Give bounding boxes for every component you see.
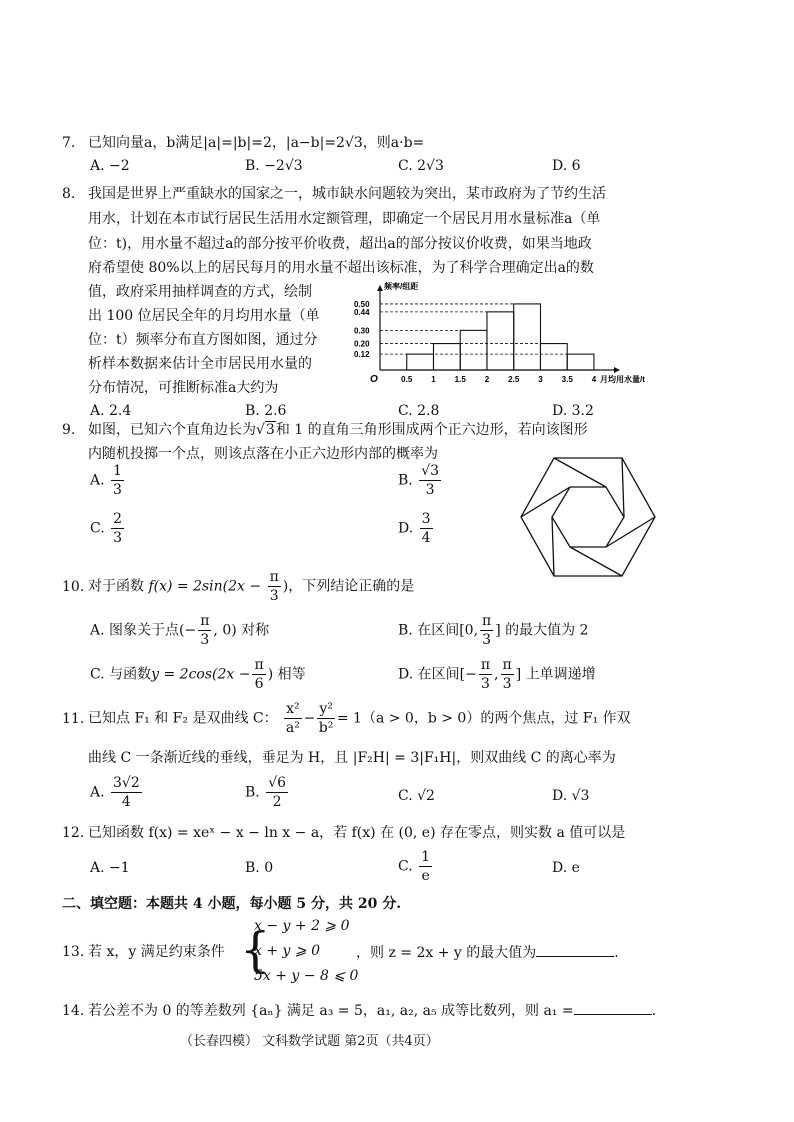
frequency-histogram [350, 282, 650, 390]
hexagon-figure [518, 455, 658, 580]
q11-line-2: 曲线 C 一条渐近线的垂线，垂足为 H，且 |F₂H| = 3|F₁H|，则双曲线 C 的离心率为 [88, 750, 616, 766]
x-tick-label: 2.5 [508, 375, 520, 384]
x-tick-label: 0.5 [401, 375, 413, 384]
q8-option-b: B. 2.6 [245, 403, 287, 419]
histogram-bar [407, 354, 434, 370]
q13-constraint-3: 5x + y − 8 ⩽ 0 [254, 968, 359, 984]
y-tick-label: 0.50 [354, 299, 370, 309]
x-tick-label: 3 [538, 375, 543, 384]
q8-option-c: C. 2.8 [398, 403, 440, 419]
q8-line-2: 用水，计划在本市试行居民生活用水定额管理，即确定一个居民月用水量标准a（单 [88, 211, 601, 227]
q12-stem: 12. 已知函数 f(x) = xeˣ − x − ln x − a，若 f(x) 在 (0, e) 存在零点，则实数 a 值可以是 [62, 825, 626, 841]
q10-option-b: B. 在区间[0, $\frac{\pi}{3}$ ] 的最大值为 2 [398, 613, 589, 648]
y-tick-label: 0.44 [354, 307, 370, 317]
q9-option-a: A. $\frac{1}{3}$ [90, 463, 122, 498]
q10-option-a: A. 图象关于点(− $\frac{\pi}{3}$ , 0) 对称 [90, 613, 270, 648]
q14-answer-blank[interactable] [574, 1000, 652, 1015]
y-tick-label: 0.12 [354, 350, 370, 360]
inner-hexagon [552, 487, 624, 547]
outer-hexagon [521, 458, 655, 576]
q7-option-a: A. −2 [90, 158, 130, 174]
histogram-bar [540, 344, 567, 370]
x-tick-label: 3.5 [561, 375, 573, 384]
histogram-bar [433, 344, 460, 370]
q14-stem: 14. 若公差不为 0 的等差数列 {aₙ} 满足 a₃ = 5，a₁, a₂, a₅ 成等比数列，则 a₁ = . [62, 1000, 656, 1021]
x-tick-label: 2 [484, 375, 490, 384]
q9-option-d: D. $\frac{3}{4}$ [398, 511, 431, 546]
histogram-bar [460, 330, 487, 370]
q11-option-d: D. √3 [552, 788, 590, 804]
q13-answer-blank[interactable] [536, 942, 614, 957]
histogram-bar [514, 304, 541, 370]
q11-option-b: B. $\frac{√6}{2}$ [245, 775, 287, 810]
q11-option-a: A. $\frac{3√2}{4}$ [90, 775, 140, 810]
q7-option-b: B. −2√3 [245, 158, 303, 174]
x-tick-label: 1.5 [454, 375, 466, 384]
y-axis-arrow [377, 285, 383, 291]
q9-line-2: 内随机投掷一个点，则该点落在小正六边形内部的概率为 [88, 446, 438, 462]
q13-constraint-1: x − y + 2 ⩾ 0 [254, 918, 350, 934]
histogram-bar [487, 312, 514, 370]
q8-line-1: 8. 我国是世界上严重缺水的国家之一，城市缺水问题较为突出，某市政府为了节约生活 [62, 186, 606, 202]
x-axis-arrow [614, 367, 620, 373]
q8-option-a: A. 2.4 [90, 403, 132, 419]
y-tick-label: 0.30 [354, 326, 370, 336]
q7-option-c: C. 2√3 [398, 158, 444, 174]
q10-option-d: D. 在区间[− $\frac{\pi}{3}$ , $\frac{\pi}{3}$ ] 上单调递增 [398, 657, 596, 692]
q13-constraint-2: x + y ⩾ 0 [254, 943, 320, 959]
q7-stem: 7. 已知向量a，b满足|a|=|b|=2，|a−b|=2√3，则a·b= [62, 135, 425, 151]
histogram-bar [567, 354, 594, 370]
q8-line-8: 析样本数据来估计全市居民用水量的 [88, 356, 312, 372]
q8-option-d: D. 3.2 [552, 403, 594, 419]
q13-question: ，则 z = 2x + y 的最大值为 . [356, 942, 619, 963]
q11-line-1: 11. 已知点 F₁ 和 F₂ 是双曲线 C： $\frac{\text{x²}}{\text{a²}}$ − $\frac{\text{y²}}{\text{b²}}$ = 1（a > 0，b > 0）的两个焦点，过 F₁ 作双 [62, 701, 631, 736]
q13-stem: 13. 若 x，y 满足约束条件 [62, 944, 225, 960]
q8-line-4: 府希望使 80%以上的居民每月的用水量不超出该标准，为了科学合理确定出a的数 [88, 260, 594, 276]
q9-line-1: 9. 如图，已知六个直角边长为√3和 1 的直角三角形围成两个正六边形，若向该图形 [62, 422, 588, 438]
q10-stem: 10. 对于函数 f(x) = 2sin(2x − $\frac{\pi}{3}$ )，下列结论正确的是 [62, 569, 415, 604]
constraint-brace: { [240, 922, 271, 978]
x-tick-label: 1 [431, 375, 436, 384]
q8-line-3: 位：t)，用水量不超过a的部分按平价收费，超出a的部分按议价收费，如果当地政 [88, 236, 592, 252]
q12-option-b: B. 0 [245, 860, 274, 876]
y-axis-label: 频率/组距 [384, 282, 419, 291]
q12-option-c: C. $\frac{1}{e}$ [398, 849, 431, 884]
q7-option-d: D. 6 [552, 158, 581, 174]
x-axis-label: 月均用水量/t [600, 375, 645, 384]
section-2-heading: 二、填空题：本题共 4 小题，每小题 5 分，共 20 分. [62, 896, 402, 912]
q8-line-6: 出 100 位居民全年的月均用水量（单 [88, 308, 320, 324]
q12-option-a: A. −1 [90, 860, 130, 876]
q10-option-c: C. 与函数y = 2cos(2x − $\frac{\pi}{6}$ ) 相等 [90, 657, 306, 692]
q9-option-b: B. $\frac{√3}{3}$ [398, 463, 440, 498]
q9-option-c: C. $\frac{2}{3}$ [90, 511, 123, 546]
q8-line-9: 分布情况，可推断标准a大约为 [88, 380, 279, 396]
page-footer: （长春四模） 文科数学试题 第2页（共4页） [180, 1034, 439, 1049]
x-tick-label: 4 [591, 375, 597, 384]
origin-label: O [370, 374, 378, 385]
y-tick-label: 0.20 [354, 339, 370, 349]
q8-line-5: 值，政府采用抽样调查的方式，绘制 [88, 284, 312, 300]
q8-line-7: 位：t）频率分布直方图如图，通过分 [88, 332, 318, 348]
q12-option-d: D. e [552, 860, 580, 876]
q11-option-c: C. √2 [398, 788, 435, 804]
